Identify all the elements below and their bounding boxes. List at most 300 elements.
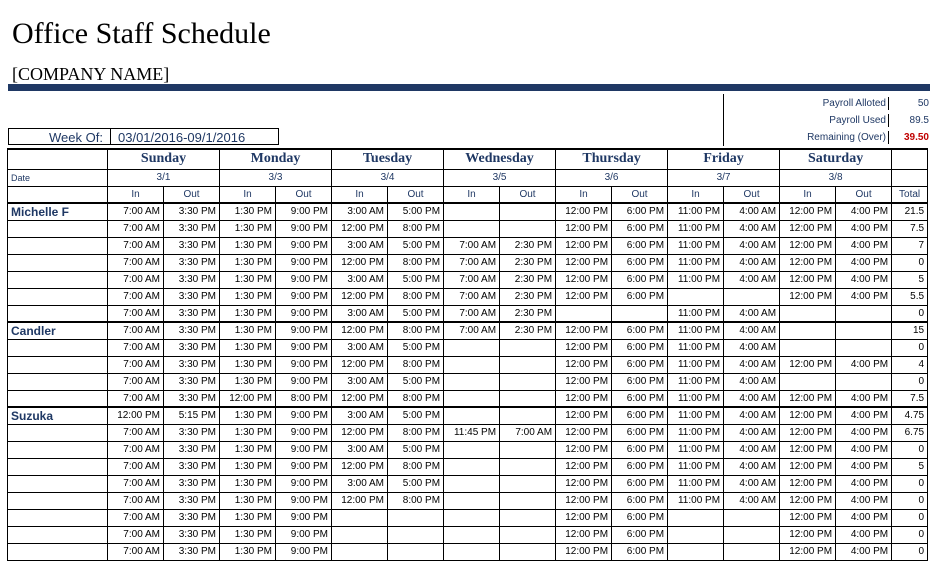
time-cell-saturday-out[interactable]: [836, 305, 892, 322]
time-cell-monday-in[interactable]: 1:30 PM: [220, 492, 276, 509]
employee-name-cell[interactable]: [8, 424, 108, 441]
time-cell-friday-out[interactable]: 4:00 AM: [724, 271, 780, 288]
time-cell-sunday-in[interactable]: 7:00 AM: [108, 271, 164, 288]
time-cell-tuesday-in[interactable]: 12:00 PM: [332, 288, 388, 305]
time-cell-monday-out[interactable]: 9:00 PM: [276, 322, 332, 339]
time-cell-wednesday-in[interactable]: [444, 373, 500, 390]
time-cell-monday-in[interactable]: 1:30 PM: [220, 543, 276, 560]
time-cell-wednesday-in[interactable]: [444, 492, 500, 509]
time-cell-saturday-in[interactable]: 12:00 PM: [780, 424, 836, 441]
time-cell-monday-in[interactable]: 1:30 PM: [220, 322, 276, 339]
time-cell-saturday-out[interactable]: 4:00 PM: [836, 288, 892, 305]
time-cell-sunday-out[interactable]: 3:30 PM: [164, 441, 220, 458]
employee-name-cell[interactable]: [8, 492, 108, 509]
time-cell-sunday-in[interactable]: 7:00 AM: [108, 254, 164, 271]
time-cell-tuesday-out[interactable]: 8:00 PM: [388, 356, 444, 373]
time-cell-sunday-in[interactable]: 7:00 AM: [108, 373, 164, 390]
time-cell-sunday-in[interactable]: 7:00 AM: [108, 526, 164, 543]
time-cell-monday-out[interactable]: 9:00 PM: [276, 237, 332, 254]
time-cell-saturday-in[interactable]: 12:00 PM: [780, 203, 836, 220]
total-cell[interactable]: 7: [892, 237, 928, 254]
employee-name-cell[interactable]: [8, 475, 108, 492]
time-cell-sunday-in[interactable]: 12:00 PM: [108, 407, 164, 424]
time-cell-monday-in[interactable]: 1:30 PM: [220, 356, 276, 373]
time-cell-saturday-out[interactable]: 4:00 PM: [836, 424, 892, 441]
time-cell-thursday-out[interactable]: 6:00 PM: [612, 526, 668, 543]
time-cell-monday-out[interactable]: 9:00 PM: [276, 492, 332, 509]
time-cell-tuesday-in[interactable]: 3:00 AM: [332, 237, 388, 254]
time-cell-sunday-out[interactable]: 3:30 PM: [164, 305, 220, 322]
time-cell-tuesday-in[interactable]: 3:00 AM: [332, 271, 388, 288]
time-cell-saturday-in[interactable]: 12:00 PM: [780, 254, 836, 271]
time-cell-monday-in[interactable]: 1:30 PM: [220, 526, 276, 543]
time-cell-thursday-in[interactable]: 12:00 PM: [556, 356, 612, 373]
time-cell-friday-out[interactable]: 4:00 AM: [724, 237, 780, 254]
time-cell-friday-in[interactable]: 11:00 PM: [668, 339, 724, 356]
time-cell-friday-in[interactable]: 11:00 PM: [668, 254, 724, 271]
time-cell-friday-in[interactable]: 11:00 PM: [668, 203, 724, 220]
time-cell-tuesday-out[interactable]: 5:00 PM: [388, 441, 444, 458]
time-cell-sunday-in[interactable]: 7:00 AM: [108, 492, 164, 509]
time-cell-monday-out[interactable]: 9:00 PM: [276, 526, 332, 543]
time-cell-saturday-out[interactable]: [836, 373, 892, 390]
time-cell-sunday-in[interactable]: 7:00 AM: [108, 339, 164, 356]
time-cell-tuesday-out[interactable]: 5:00 PM: [388, 237, 444, 254]
time-cell-saturday-in[interactable]: 12:00 PM: [780, 390, 836, 407]
time-cell-saturday-in[interactable]: 12:00 PM: [780, 492, 836, 509]
time-cell-saturday-in[interactable]: 12:00 PM: [780, 526, 836, 543]
time-cell-monday-in[interactable]: 1:30 PM: [220, 220, 276, 237]
time-cell-friday-out[interactable]: 4:00 AM: [724, 475, 780, 492]
total-cell[interactable]: 0: [892, 509, 928, 526]
employee-name-cell[interactable]: [8, 356, 108, 373]
time-cell-tuesday-in[interactable]: 12:00 PM: [332, 322, 388, 339]
employee-name-cell[interactable]: [8, 458, 108, 475]
time-cell-thursday-in[interactable]: 12:00 PM: [556, 390, 612, 407]
time-cell-tuesday-in[interactable]: 12:00 PM: [332, 356, 388, 373]
employee-name-cell[interactable]: [8, 305, 108, 322]
time-cell-wednesday-in[interactable]: 7:00 AM: [444, 288, 500, 305]
time-cell-monday-out[interactable]: 9:00 PM: [276, 441, 332, 458]
time-cell-saturday-in[interactable]: [780, 322, 836, 339]
time-cell-sunday-out[interactable]: 3:30 PM: [164, 509, 220, 526]
employee-name-cell[interactable]: [8, 220, 108, 237]
time-cell-monday-in[interactable]: 1:30 PM: [220, 254, 276, 271]
time-cell-saturday-in[interactable]: [780, 339, 836, 356]
time-cell-saturday-in[interactable]: 12:00 PM: [780, 458, 836, 475]
time-cell-tuesday-in[interactable]: 3:00 AM: [332, 203, 388, 220]
time-cell-saturday-in[interactable]: [780, 305, 836, 322]
total-cell[interactable]: 4.75: [892, 407, 928, 424]
time-cell-sunday-in[interactable]: 7:00 AM: [108, 458, 164, 475]
time-cell-saturday-out[interactable]: 4:00 PM: [836, 271, 892, 288]
time-cell-friday-out[interactable]: 4:00 AM: [724, 322, 780, 339]
time-cell-friday-in[interactable]: [668, 526, 724, 543]
time-cell-saturday-out[interactable]: 4:00 PM: [836, 543, 892, 560]
time-cell-monday-out[interactable]: 9:00 PM: [276, 339, 332, 356]
time-cell-monday-out[interactable]: 8:00 PM: [276, 390, 332, 407]
time-cell-tuesday-in[interactable]: 3:00 AM: [332, 339, 388, 356]
total-cell[interactable]: 7.5: [892, 220, 928, 237]
total-cell[interactable]: 5: [892, 458, 928, 475]
time-cell-thursday-out[interactable]: 6:00 PM: [612, 356, 668, 373]
time-cell-friday-out[interactable]: 4:00 AM: [724, 424, 780, 441]
time-cell-saturday-out[interactable]: 4:00 PM: [836, 458, 892, 475]
employee-name-cell[interactable]: [8, 271, 108, 288]
employee-name-cell[interactable]: Candler: [8, 322, 108, 339]
time-cell-thursday-out[interactable]: 6:00 PM: [612, 458, 668, 475]
time-cell-friday-in[interactable]: [668, 543, 724, 560]
time-cell-monday-out[interactable]: 9:00 PM: [276, 458, 332, 475]
time-cell-tuesday-out[interactable]: 8:00 PM: [388, 492, 444, 509]
time-cell-tuesday-in[interactable]: [332, 509, 388, 526]
time-cell-saturday-in[interactable]: 12:00 PM: [780, 271, 836, 288]
time-cell-sunday-in[interactable]: 7:00 AM: [108, 322, 164, 339]
time-cell-monday-out[interactable]: 9:00 PM: [276, 203, 332, 220]
time-cell-sunday-out[interactable]: 3:30 PM: [164, 526, 220, 543]
time-cell-tuesday-out[interactable]: 5:00 PM: [388, 475, 444, 492]
employee-name-cell[interactable]: [8, 441, 108, 458]
time-cell-friday-out[interactable]: 4:00 AM: [724, 492, 780, 509]
time-cell-tuesday-in[interactable]: 3:00 AM: [332, 407, 388, 424]
time-cell-monday-in[interactable]: 1:30 PM: [220, 441, 276, 458]
time-cell-wednesday-out[interactable]: [500, 492, 556, 509]
time-cell-thursday-in[interactable]: 12:00 PM: [556, 271, 612, 288]
total-cell[interactable]: 4: [892, 356, 928, 373]
time-cell-tuesday-in[interactable]: [332, 543, 388, 560]
time-cell-sunday-out[interactable]: 3:30 PM: [164, 424, 220, 441]
time-cell-sunday-out[interactable]: 3:30 PM: [164, 271, 220, 288]
total-cell[interactable]: 21.5: [892, 203, 928, 220]
time-cell-wednesday-out[interactable]: [500, 339, 556, 356]
time-cell-friday-out[interactable]: 4:00 AM: [724, 441, 780, 458]
time-cell-wednesday-out[interactable]: 2:30 PM: [500, 254, 556, 271]
time-cell-tuesday-out[interactable]: 8:00 PM: [388, 254, 444, 271]
time-cell-friday-in[interactable]: 11:00 PM: [668, 322, 724, 339]
time-cell-thursday-in[interactable]: [556, 305, 612, 322]
time-cell-thursday-in[interactable]: 12:00 PM: [556, 407, 612, 424]
time-cell-saturday-out[interactable]: 4:00 PM: [836, 475, 892, 492]
total-cell[interactable]: 0: [892, 339, 928, 356]
time-cell-wednesday-out[interactable]: [500, 458, 556, 475]
time-cell-saturday-out[interactable]: 4:00 PM: [836, 509, 892, 526]
time-cell-saturday-in[interactable]: 12:00 PM: [780, 475, 836, 492]
time-cell-sunday-in[interactable]: 7:00 AM: [108, 237, 164, 254]
time-cell-tuesday-out[interactable]: [388, 543, 444, 560]
time-cell-thursday-out[interactable]: 6:00 PM: [612, 322, 668, 339]
total-cell[interactable]: 0: [892, 441, 928, 458]
time-cell-saturday-out[interactable]: 4:00 PM: [836, 492, 892, 509]
time-cell-thursday-in[interactable]: 12:00 PM: [556, 322, 612, 339]
time-cell-friday-in[interactable]: 11:00 PM: [668, 373, 724, 390]
time-cell-thursday-in[interactable]: 12:00 PM: [556, 203, 612, 220]
time-cell-wednesday-in[interactable]: [444, 526, 500, 543]
time-cell-friday-in[interactable]: 11:00 PM: [668, 356, 724, 373]
time-cell-saturday-out[interactable]: 4:00 PM: [836, 356, 892, 373]
employee-name-cell[interactable]: [8, 254, 108, 271]
time-cell-thursday-in[interactable]: 12:00 PM: [556, 288, 612, 305]
time-cell-sunday-out[interactable]: 3:30 PM: [164, 288, 220, 305]
time-cell-thursday-in[interactable]: 12:00 PM: [556, 543, 612, 560]
time-cell-wednesday-in[interactable]: 7:00 AM: [444, 271, 500, 288]
time-cell-monday-in[interactable]: 1:30 PM: [220, 305, 276, 322]
time-cell-wednesday-out[interactable]: [500, 475, 556, 492]
time-cell-saturday-in[interactable]: 12:00 PM: [780, 237, 836, 254]
time-cell-monday-in[interactable]: 12:00 PM: [220, 390, 276, 407]
time-cell-wednesday-out[interactable]: [500, 220, 556, 237]
time-cell-monday-out[interactable]: 9:00 PM: [276, 373, 332, 390]
employee-name-cell[interactable]: [8, 509, 108, 526]
time-cell-wednesday-in[interactable]: 7:00 AM: [444, 305, 500, 322]
time-cell-friday-in[interactable]: 11:00 PM: [668, 407, 724, 424]
time-cell-saturday-out[interactable]: [836, 322, 892, 339]
employee-name-cell[interactable]: [8, 373, 108, 390]
time-cell-monday-in[interactable]: 1:30 PM: [220, 203, 276, 220]
employee-name-cell[interactable]: [8, 237, 108, 254]
time-cell-friday-in[interactable]: 11:00 PM: [668, 441, 724, 458]
time-cell-tuesday-in[interactable]: 12:00 PM: [332, 458, 388, 475]
time-cell-tuesday-out[interactable]: 8:00 PM: [388, 220, 444, 237]
time-cell-monday-out[interactable]: 9:00 PM: [276, 271, 332, 288]
time-cell-wednesday-in[interactable]: 11:45 PM: [444, 424, 500, 441]
week-of-value[interactable]: 03/01/2016-09/1/2016: [118, 130, 246, 145]
time-cell-wednesday-out[interactable]: 2:30 PM: [500, 288, 556, 305]
time-cell-friday-out[interactable]: 4:00 AM: [724, 390, 780, 407]
time-cell-saturday-in[interactable]: 12:00 PM: [780, 288, 836, 305]
time-cell-tuesday-out[interactable]: [388, 509, 444, 526]
employee-name-cell[interactable]: [8, 339, 108, 356]
time-cell-friday-out[interactable]: [724, 288, 780, 305]
time-cell-wednesday-in[interactable]: [444, 458, 500, 475]
total-cell[interactable]: 7.5: [892, 390, 928, 407]
time-cell-friday-out[interactable]: 4:00 AM: [724, 305, 780, 322]
time-cell-tuesday-out[interactable]: 5:00 PM: [388, 407, 444, 424]
time-cell-thursday-out[interactable]: 6:00 PM: [612, 475, 668, 492]
time-cell-friday-out[interactable]: 4:00 AM: [724, 373, 780, 390]
time-cell-sunday-out[interactable]: 3:30 PM: [164, 356, 220, 373]
total-cell[interactable]: 15: [892, 322, 928, 339]
time-cell-sunday-in[interactable]: 7:00 AM: [108, 441, 164, 458]
time-cell-friday-in[interactable]: 11:00 PM: [668, 390, 724, 407]
time-cell-tuesday-in[interactable]: 3:00 AM: [332, 305, 388, 322]
time-cell-thursday-out[interactable]: 6:00 PM: [612, 220, 668, 237]
time-cell-monday-out[interactable]: 9:00 PM: [276, 424, 332, 441]
time-cell-sunday-in[interactable]: 7:00 AM: [108, 509, 164, 526]
time-cell-sunday-in[interactable]: 7:00 AM: [108, 288, 164, 305]
time-cell-sunday-out[interactable]: 3:30 PM: [164, 203, 220, 220]
time-cell-wednesday-in[interactable]: 7:00 AM: [444, 322, 500, 339]
time-cell-thursday-out[interactable]: 6:00 PM: [612, 288, 668, 305]
time-cell-saturday-out[interactable]: 4:00 PM: [836, 441, 892, 458]
time-cell-friday-in[interactable]: 11:00 PM: [668, 237, 724, 254]
time-cell-sunday-out[interactable]: 5:15 PM: [164, 407, 220, 424]
time-cell-tuesday-out[interactable]: 5:00 PM: [388, 271, 444, 288]
time-cell-thursday-out[interactable]: 6:00 PM: [612, 441, 668, 458]
time-cell-wednesday-out[interactable]: [500, 407, 556, 424]
time-cell-wednesday-out[interactable]: 2:30 PM: [500, 271, 556, 288]
total-cell[interactable]: 0: [892, 305, 928, 322]
time-cell-saturday-in[interactable]: 12:00 PM: [780, 543, 836, 560]
time-cell-wednesday-out[interactable]: [500, 390, 556, 407]
time-cell-thursday-in[interactable]: 12:00 PM: [556, 509, 612, 526]
time-cell-wednesday-in[interactable]: [444, 509, 500, 526]
time-cell-thursday-in[interactable]: 12:00 PM: [556, 458, 612, 475]
time-cell-friday-out[interactable]: 4:00 AM: [724, 458, 780, 475]
time-cell-sunday-out[interactable]: 3:30 PM: [164, 390, 220, 407]
time-cell-monday-out[interactable]: 9:00 PM: [276, 475, 332, 492]
time-cell-wednesday-out[interactable]: [500, 509, 556, 526]
time-cell-tuesday-in[interactable]: 3:00 AM: [332, 373, 388, 390]
time-cell-monday-in[interactable]: 1:30 PM: [220, 237, 276, 254]
time-cell-monday-in[interactable]: 1:30 PM: [220, 458, 276, 475]
time-cell-saturday-out[interactable]: 4:00 PM: [836, 237, 892, 254]
time-cell-saturday-in[interactable]: 12:00 PM: [780, 407, 836, 424]
time-cell-tuesday-in[interactable]: 12:00 PM: [332, 492, 388, 509]
time-cell-monday-out[interactable]: 9:00 PM: [276, 305, 332, 322]
employee-name-cell[interactable]: Michelle F: [8, 203, 108, 220]
total-cell[interactable]: 0: [892, 373, 928, 390]
time-cell-thursday-out[interactable]: 6:00 PM: [612, 254, 668, 271]
time-cell-wednesday-out[interactable]: 2:30 PM: [500, 322, 556, 339]
time-cell-thursday-out[interactable]: 6:00 PM: [612, 373, 668, 390]
time-cell-sunday-out[interactable]: 3:30 PM: [164, 322, 220, 339]
time-cell-monday-in[interactable]: 1:30 PM: [220, 339, 276, 356]
time-cell-friday-in[interactable]: 11:00 PM: [668, 424, 724, 441]
time-cell-thursday-out[interactable]: 6:00 PM: [612, 543, 668, 560]
time-cell-sunday-out[interactable]: 3:30 PM: [164, 220, 220, 237]
time-cell-saturday-out[interactable]: 4:00 PM: [836, 254, 892, 271]
time-cell-thursday-in[interactable]: 12:00 PM: [556, 492, 612, 509]
time-cell-tuesday-in[interactable]: [332, 526, 388, 543]
time-cell-tuesday-in[interactable]: 3:00 AM: [332, 475, 388, 492]
time-cell-friday-out[interactable]: 4:00 AM: [724, 254, 780, 271]
time-cell-sunday-in[interactable]: 7:00 AM: [108, 390, 164, 407]
time-cell-sunday-out[interactable]: 3:30 PM: [164, 237, 220, 254]
time-cell-sunday-in[interactable]: 7:00 AM: [108, 220, 164, 237]
time-cell-saturday-in[interactable]: 12:00 PM: [780, 509, 836, 526]
time-cell-monday-out[interactable]: 9:00 PM: [276, 288, 332, 305]
time-cell-sunday-in[interactable]: 7:00 AM: [108, 475, 164, 492]
time-cell-saturday-out[interactable]: 4:00 PM: [836, 526, 892, 543]
time-cell-saturday-out[interactable]: [836, 339, 892, 356]
time-cell-monday-in[interactable]: 1:30 PM: [220, 424, 276, 441]
time-cell-thursday-in[interactable]: 12:00 PM: [556, 424, 612, 441]
time-cell-tuesday-in[interactable]: 12:00 PM: [332, 424, 388, 441]
time-cell-sunday-out[interactable]: 3:30 PM: [164, 492, 220, 509]
time-cell-wednesday-in[interactable]: [444, 220, 500, 237]
total-cell[interactable]: 0: [892, 492, 928, 509]
time-cell-wednesday-out[interactable]: [500, 543, 556, 560]
employee-name-cell[interactable]: [8, 288, 108, 305]
time-cell-wednesday-in[interactable]: [444, 407, 500, 424]
time-cell-tuesday-in[interactable]: 12:00 PM: [332, 390, 388, 407]
time-cell-thursday-out[interactable]: [612, 305, 668, 322]
time-cell-saturday-out[interactable]: 4:00 PM: [836, 220, 892, 237]
total-cell[interactable]: 0: [892, 526, 928, 543]
time-cell-thursday-in[interactable]: 12:00 PM: [556, 441, 612, 458]
time-cell-monday-out[interactable]: 9:00 PM: [276, 220, 332, 237]
time-cell-wednesday-out[interactable]: [500, 526, 556, 543]
time-cell-thursday-out[interactable]: 6:00 PM: [612, 339, 668, 356]
time-cell-sunday-in[interactable]: 7:00 AM: [108, 305, 164, 322]
time-cell-thursday-in[interactable]: 12:00 PM: [556, 373, 612, 390]
time-cell-monday-in[interactable]: 1:30 PM: [220, 288, 276, 305]
time-cell-friday-out[interactable]: 4:00 AM: [724, 339, 780, 356]
time-cell-thursday-out[interactable]: 6:00 PM: [612, 390, 668, 407]
time-cell-friday-in[interactable]: 11:00 PM: [668, 492, 724, 509]
total-cell[interactable]: 5.5: [892, 288, 928, 305]
time-cell-wednesday-in[interactable]: [444, 475, 500, 492]
time-cell-thursday-in[interactable]: 12:00 PM: [556, 237, 612, 254]
time-cell-saturday-in[interactable]: 12:00 PM: [780, 356, 836, 373]
time-cell-monday-in[interactable]: 1:30 PM: [220, 373, 276, 390]
time-cell-monday-in[interactable]: 1:30 PM: [220, 509, 276, 526]
time-cell-wednesday-out[interactable]: [500, 356, 556, 373]
time-cell-monday-out[interactable]: 9:00 PM: [276, 254, 332, 271]
time-cell-friday-in[interactable]: 11:00 PM: [668, 475, 724, 492]
employee-name-cell[interactable]: [8, 526, 108, 543]
time-cell-tuesday-out[interactable]: 5:00 PM: [388, 305, 444, 322]
time-cell-wednesday-out[interactable]: [500, 441, 556, 458]
time-cell-friday-in[interactable]: [668, 509, 724, 526]
time-cell-friday-in[interactable]: [668, 288, 724, 305]
employee-name-cell[interactable]: [8, 543, 108, 560]
time-cell-wednesday-out[interactable]: 2:30 PM: [500, 305, 556, 322]
time-cell-monday-in[interactable]: 1:30 PM: [220, 271, 276, 288]
time-cell-friday-out[interactable]: [724, 509, 780, 526]
time-cell-tuesday-out[interactable]: [388, 526, 444, 543]
time-cell-wednesday-in[interactable]: [444, 203, 500, 220]
time-cell-thursday-out[interactable]: 6:00 PM: [612, 407, 668, 424]
time-cell-friday-in[interactable]: 11:00 PM: [668, 305, 724, 322]
time-cell-wednesday-in[interactable]: [444, 339, 500, 356]
time-cell-tuesday-in[interactable]: 12:00 PM: [332, 220, 388, 237]
time-cell-wednesday-in[interactable]: [444, 543, 500, 560]
time-cell-tuesday-in[interactable]: 12:00 PM: [332, 254, 388, 271]
time-cell-monday-out[interactable]: 9:00 PM: [276, 407, 332, 424]
time-cell-sunday-out[interactable]: 3:30 PM: [164, 339, 220, 356]
time-cell-wednesday-in[interactable]: [444, 441, 500, 458]
time-cell-wednesday-out[interactable]: [500, 373, 556, 390]
time-cell-friday-in[interactable]: 11:00 PM: [668, 458, 724, 475]
time-cell-sunday-out[interactable]: 3:30 PM: [164, 475, 220, 492]
time-cell-friday-out[interactable]: 4:00 AM: [724, 407, 780, 424]
time-cell-wednesday-in[interactable]: [444, 356, 500, 373]
payroll-alloted-value[interactable]: 50: [888, 97, 929, 110]
employee-name-cell[interactable]: [8, 390, 108, 407]
time-cell-tuesday-out[interactable]: 5:00 PM: [388, 203, 444, 220]
time-cell-friday-in[interactable]: 11:00 PM: [668, 271, 724, 288]
time-cell-wednesday-in[interactable]: 7:00 AM: [444, 254, 500, 271]
payroll-remaining-value[interactable]: 39.50: [888, 131, 929, 144]
employee-name-cell[interactable]: Suzuka: [8, 407, 108, 424]
total-cell[interactable]: 6.75: [892, 424, 928, 441]
time-cell-tuesday-out[interactable]: 8:00 PM: [388, 288, 444, 305]
time-cell-sunday-in[interactable]: 7:00 AM: [108, 356, 164, 373]
time-cell-tuesday-out[interactable]: 8:00 PM: [388, 390, 444, 407]
time-cell-wednesday-in[interactable]: [444, 390, 500, 407]
time-cell-thursday-in[interactable]: 12:00 PM: [556, 254, 612, 271]
time-cell-friday-out[interactable]: 4:00 AM: [724, 220, 780, 237]
time-cell-saturday-out[interactable]: 4:00 PM: [836, 203, 892, 220]
time-cell-sunday-out[interactable]: 3:30 PM: [164, 543, 220, 560]
time-cell-saturday-in[interactable]: [780, 373, 836, 390]
time-cell-tuesday-out[interactable]: 5:00 PM: [388, 339, 444, 356]
time-cell-saturday-in[interactable]: 12:00 PM: [780, 441, 836, 458]
time-cell-tuesday-out[interactable]: 5:00 PM: [388, 373, 444, 390]
time-cell-thursday-out[interactable]: 6:00 PM: [612, 271, 668, 288]
time-cell-sunday-in[interactable]: 7:00 AM: [108, 203, 164, 220]
